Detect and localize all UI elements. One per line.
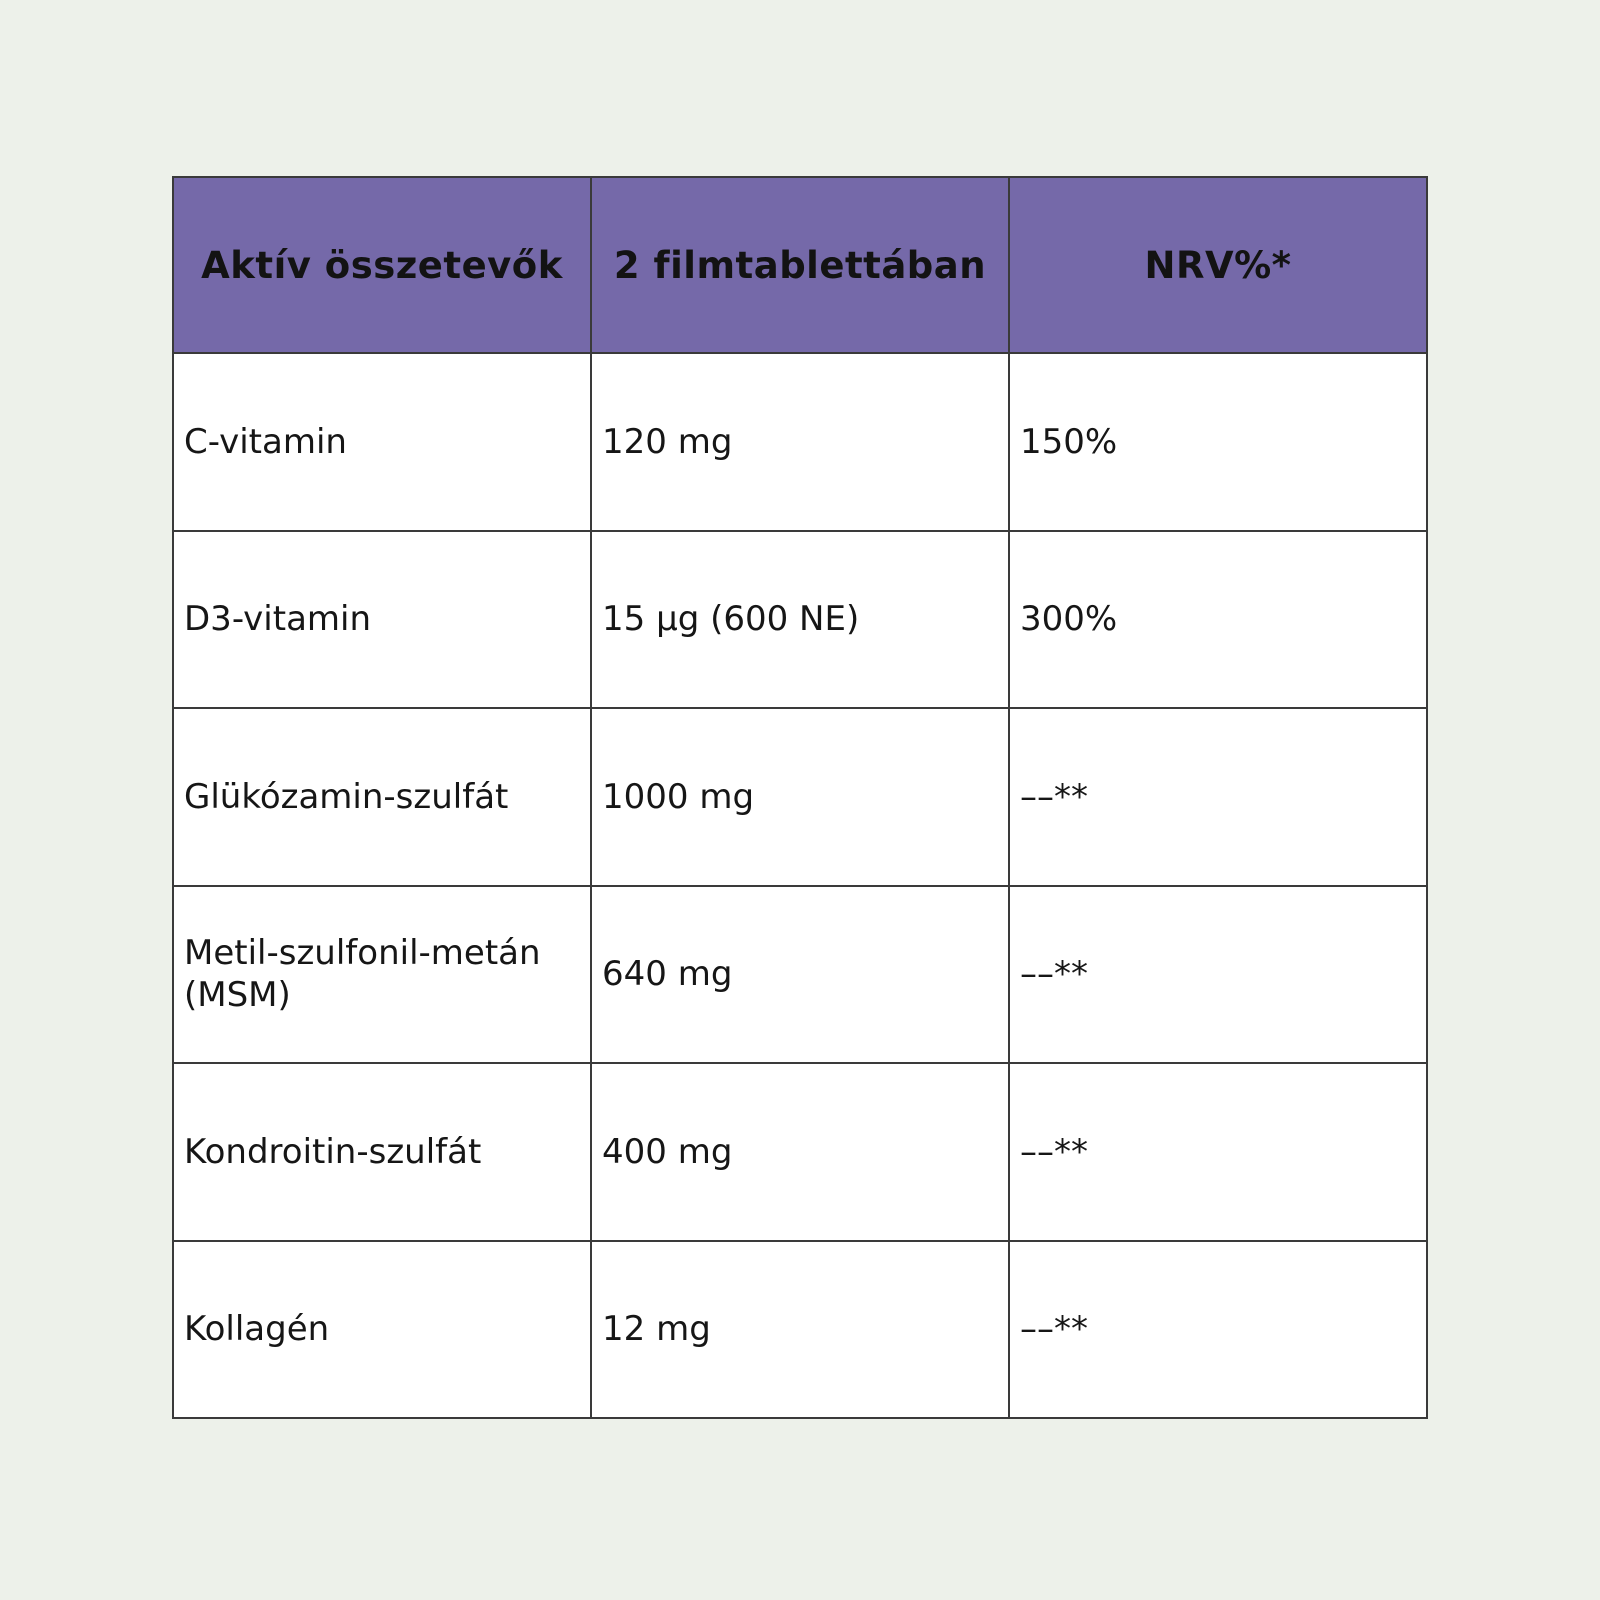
table-row <box>173 353 1427 531</box>
nrv-cell: ––** <box>1009 886 1427 1064</box>
amount-cell: 1000 mg <box>591 708 1009 886</box>
table-row <box>173 1063 1427 1241</box>
nrv-cell: ––** <box>1009 1241 1427 1419</box>
supplement-facts-table <box>172 176 1428 1419</box>
table-row <box>173 531 1427 709</box>
nrv-cell: 150% <box>1009 353 1427 531</box>
amount-cell: 640 mg <box>591 886 1009 1064</box>
header-ingredient: Aktív összetevők <box>173 177 591 353</box>
nrv-cell: ––** <box>1009 708 1427 886</box>
table-header <box>173 177 1427 353</box>
table-body <box>173 353 1427 1418</box>
ingredient-cell: Kollagén <box>173 1241 591 1419</box>
ingredient-cell: Kondroitin-szulfát <box>173 1063 591 1241</box>
ingredient-cell: C-vitamin <box>173 353 591 531</box>
table-row <box>173 1241 1427 1419</box>
amount-cell: 400 mg <box>591 1063 1009 1241</box>
header-amount: 2 filmtablettában <box>591 177 1009 353</box>
header-nrv: NRV%* <box>1009 177 1427 353</box>
table-row <box>173 886 1427 1064</box>
ingredient-cell: Glükózamin-szulfát <box>173 708 591 886</box>
amount-cell: 15 µg (600 NE) <box>591 531 1009 709</box>
nrv-cell: ––** <box>1009 1063 1427 1241</box>
table-row <box>173 708 1427 886</box>
ingredient-cell: Metil-szulfonil-metán (MSM) <box>173 886 591 1064</box>
amount-cell: 120 mg <box>591 353 1009 531</box>
header-row <box>173 177 1427 353</box>
amount-cell: 12 mg <box>591 1241 1009 1419</box>
ingredient-cell: D3-vitamin <box>173 531 591 709</box>
nrv-cell: 300% <box>1009 531 1427 709</box>
